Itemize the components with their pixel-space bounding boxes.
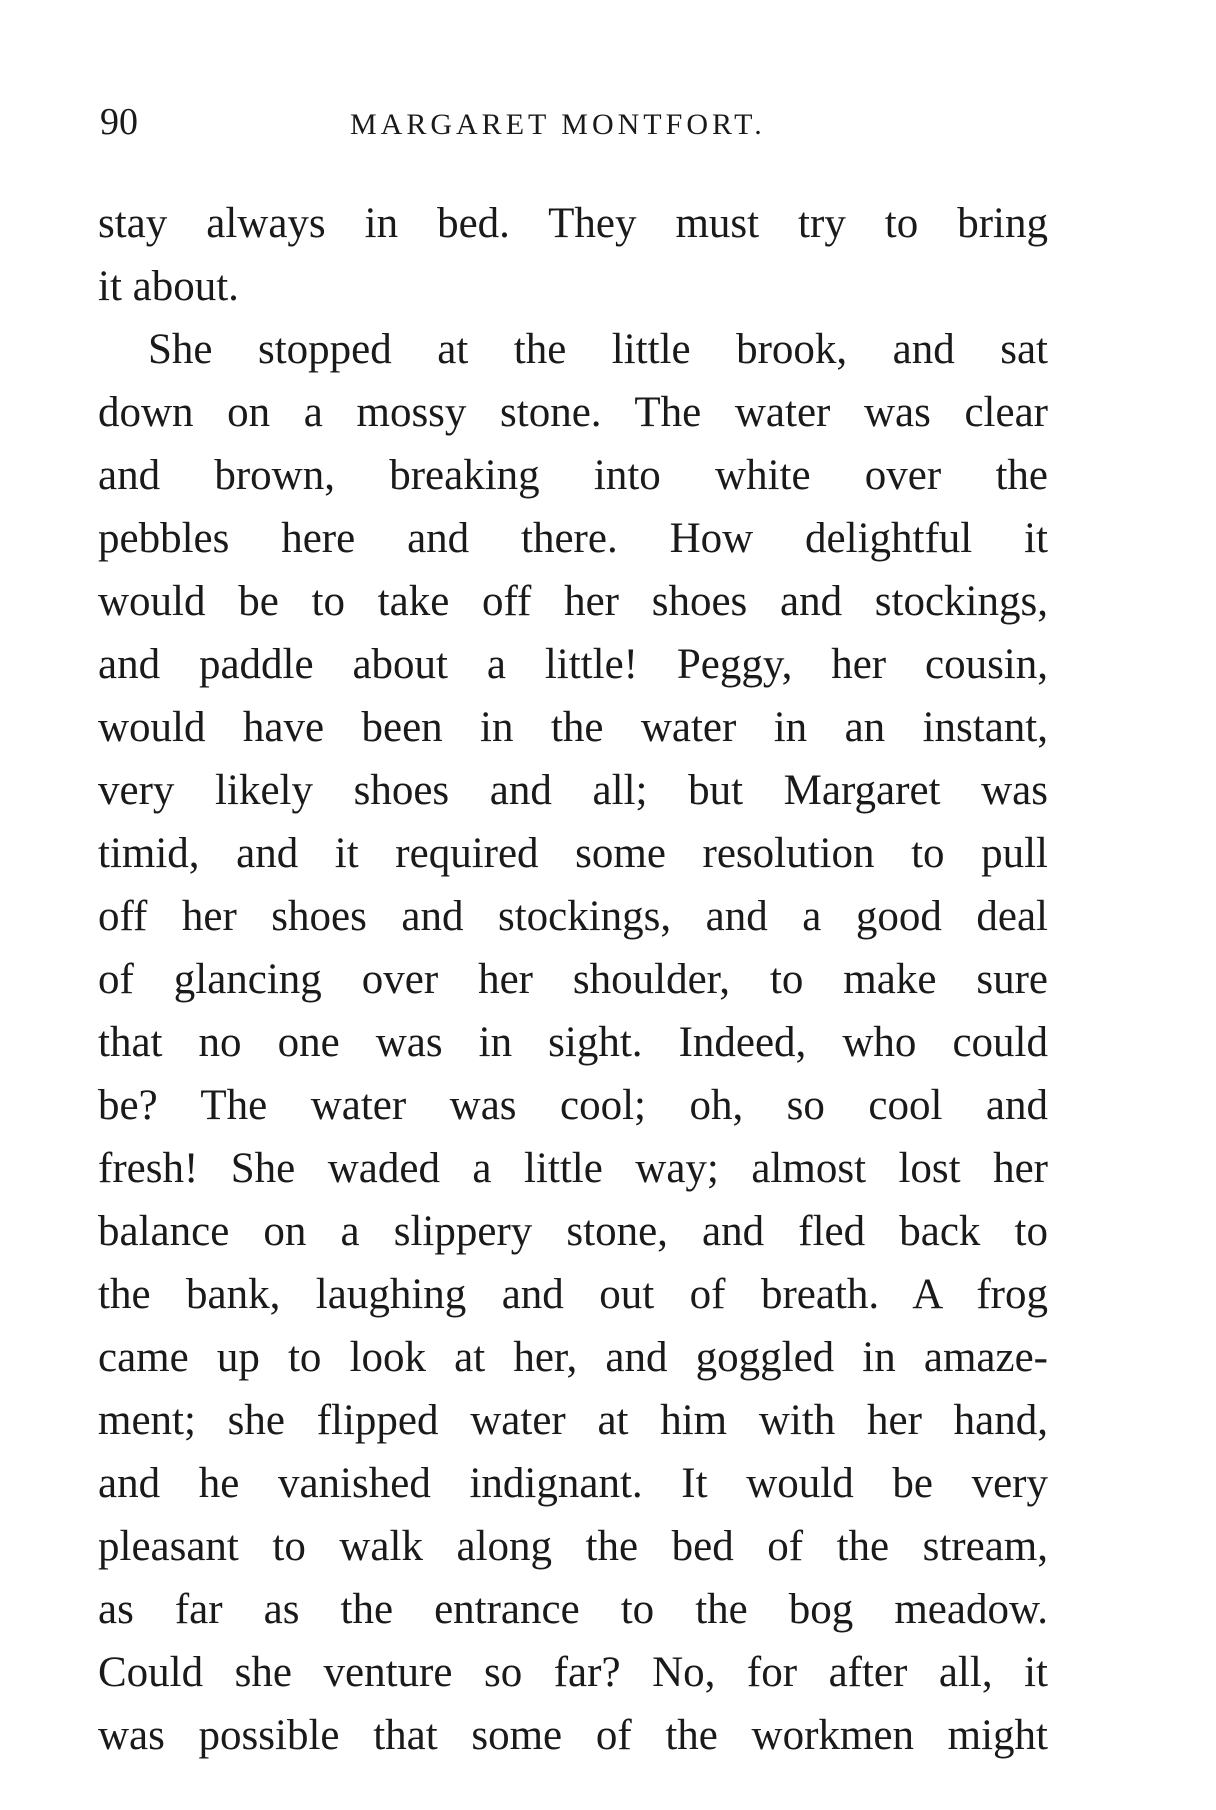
text-line: stay always in bed. They must try to bring	[98, 200, 1048, 247]
text-line: that no one was in sight. Indeed, who could	[98, 1019, 1048, 1066]
text-line: of glancing over her shoulder, to make sure	[98, 956, 1048, 1003]
text-line: the bank, laughing and out of breath. A frog	[98, 1271, 1048, 1318]
text-line: was possible that some of the workmen might	[98, 1712, 1048, 1759]
text-line: would have been in the water in an instant,	[98, 704, 1048, 751]
page-number: 90	[100, 101, 138, 143]
text-line: and brown, breaking into white over the	[98, 452, 1048, 499]
text-line: fresh! She waded a little way; almost lost her	[98, 1145, 1048, 1192]
text-line: ment; she flipped water at him with her hand,	[98, 1397, 1048, 1444]
text-line: She stopped at the little brook, and sat	[148, 326, 1048, 373]
text-line: as far as the entrance to the bog meadow.	[98, 1586, 1048, 1633]
text-line: and he vanished indignant. It would be very	[98, 1460, 1048, 1507]
text-line: Could she venture so far? No, for after all, it	[98, 1649, 1048, 1696]
text-line: pleasant to walk along the bed of the stream,	[98, 1523, 1048, 1570]
running-title: MARGARET MONTFORT.	[350, 108, 766, 141]
text-line: down on a mossy stone. The water was clear	[98, 389, 1048, 436]
page-header	[100, 92, 1050, 152]
text-line: timid, and it required some resolution to pull	[98, 830, 1048, 877]
text-line: very likely shoes and all; but Margaret was	[98, 767, 1048, 814]
text-line: pebbles here and there. How delightful it	[98, 515, 1048, 562]
text-line: and paddle about a little! Peggy, her cousin,	[98, 641, 1048, 688]
text-line: came up to look at her, and goggled in amaze-	[98, 1334, 1048, 1381]
text-line: off her shoes and stockings, and a good deal	[98, 893, 1048, 940]
text-line: it about.	[98, 263, 239, 310]
text-line: be? The water was cool; oh, so cool and	[98, 1082, 1048, 1129]
text-line: would be to take off her shoes and stockings,	[98, 578, 1048, 625]
text-line: balance on a slippery stone, and fled back to	[98, 1208, 1048, 1255]
body-text	[98, 192, 1048, 1767]
